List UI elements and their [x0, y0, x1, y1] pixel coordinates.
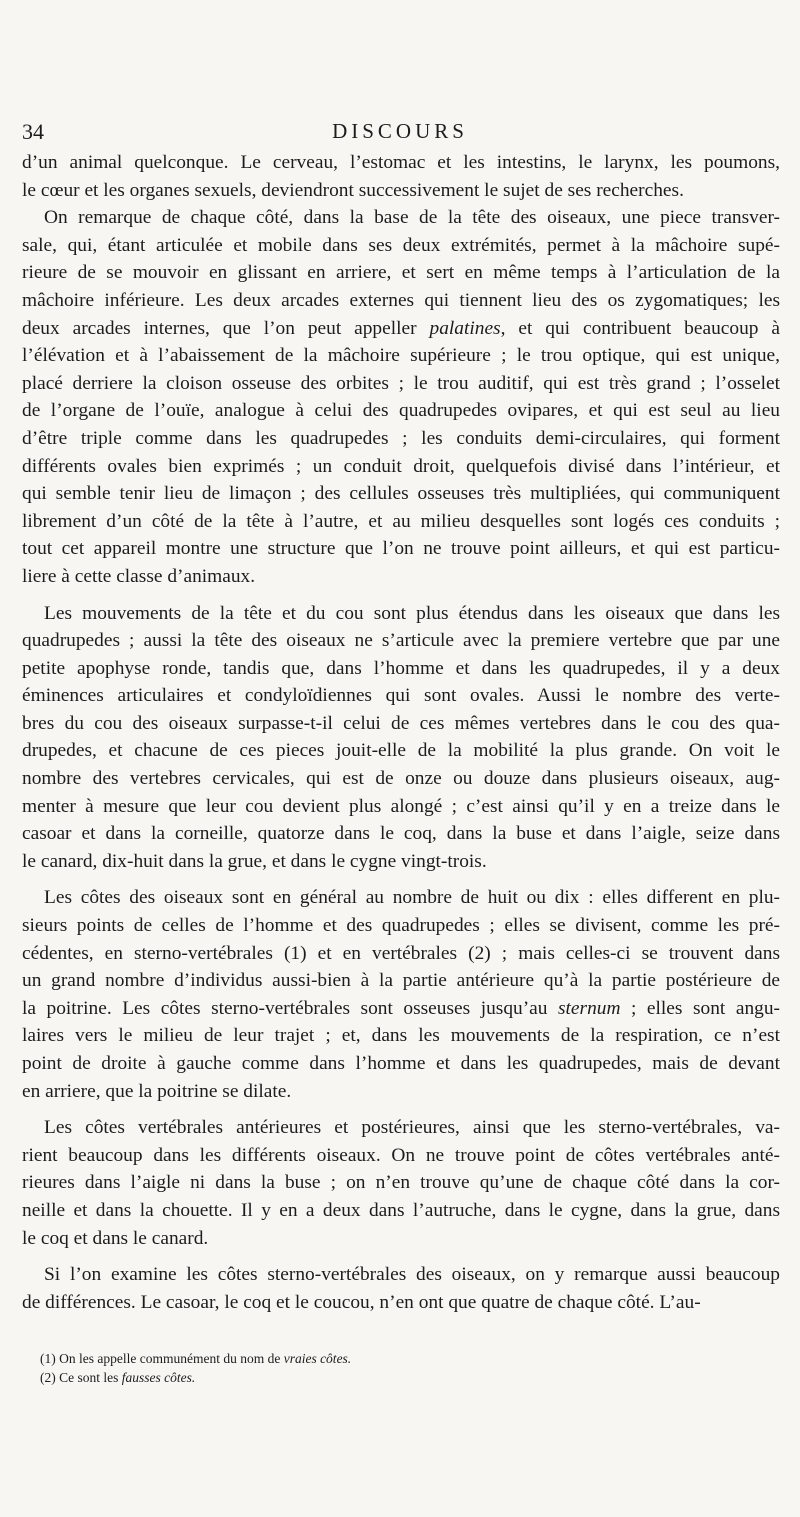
text-line: sieurs points de celles de l’homme et des quadrupedes ; elles se divisent, comme les pré- [22, 915, 780, 937]
text-line: neille et dans la chouette. Il y en a deux dans l’autruche, dans le cygne, dans la grue, dans [22, 1199, 780, 1221]
text-line: deux arcades internes, que l’on peut appeller palatines, et qui contribuent beaucoup à [22, 317, 780, 339]
text-line: rieures dans l’aigle ni dans la buse ; on n’en trouve qu’une de chaque côté dans la cor- [22, 1172, 780, 1194]
text-line: éminences articulaires et condyloïdiennes qui sont ovales. Aussi le nombre des verte- [22, 685, 780, 707]
footnote-italic: fausses côtes. [121, 1370, 196, 1385]
text-line: bres du cou des oiseaux surpasse-t-il celui de ces mêmes vertebres dans le cou des qua- [22, 712, 780, 734]
footnotes [40, 1349, 760, 1387]
text-line: Si l’on examine les côtes sterno-vertébrales des oiseaux, on y remarque aussi beaucoup [44, 1264, 780, 1286]
paragraph [22, 149, 780, 204]
text-line: drupedes, et chacune de ces pieces jouit-elle de la mobilité la plus grande. On voit le [22, 740, 780, 762]
text-line: le canard, dix-huit dans la grue, et dans le cygne vingt-trois. [22, 850, 487, 872]
text-line: mâchoire inférieure. Les deux arcades externes qui tiennent lieu des os zygomatiques; les [22, 289, 780, 311]
text-line: Les côtes vertébrales antérieures et postérieures, ainsi que les sterno-vertébrales, va- [44, 1117, 780, 1139]
footnote [40, 1349, 760, 1368]
text-line: rient beaucoup dans les différents oiseaux. On ne trouve point de côtes vertébrales anté- [22, 1144, 780, 1166]
text-line: sale, qui, étant articulée et mobile dans ses deux extrémités, permet à la mâchoire supé- [22, 234, 780, 256]
italic-term: sternum [558, 997, 621, 1019]
text-line: Les mouvements de la tête et du cou sont plus étendus dans les oiseaux que dans les [44, 602, 780, 624]
paragraph [22, 884, 780, 1105]
footnote-marker: (2) [40, 1370, 56, 1385]
text-line: de l’organe de l’ouïe, analogue à celui des quadrupedes ovipares, et qui est seul au lieu [22, 400, 780, 422]
paragraph [22, 600, 780, 876]
text-line: quadrupedes ; aussi la tête des oiseaux ne s’articule avec la premiere vertebre que par une [22, 630, 780, 652]
text-line: de différences. Le casoar, le coq et le coucou, n’en ont que quatre de chaque côté. L’au- [22, 1291, 701, 1313]
body-text [22, 149, 780, 1316]
text-line: placé derriere la cloison osseuse des orbites ; le trou auditif, qui est très grand ; l’osselet [22, 372, 780, 394]
text-line: le coq et dans le canard. [22, 1227, 209, 1249]
paragraph [22, 204, 780, 590]
text-line: nombre des vertebres cervicales, qui est de onze ou douze dans plusieurs oiseaux, aug- [22, 768, 780, 790]
text-line: petite apophyse ronde, tandis que, dans l’homme et dans les quadrupedes, il y a deux [22, 657, 780, 679]
italic-term: palatines [429, 317, 501, 339]
text-line: casoar et dans la corneille, quatorze dans le coq, dans la buse et dans l’aigle, seize dans [22, 823, 780, 845]
footnote-text: Ce sont les [59, 1370, 119, 1385]
footnote-marker: (1) [40, 1351, 56, 1366]
text-line: d’être triple comme dans les quadrupedes ; les conduits demi-circulaires, qui forment [22, 427, 780, 449]
text-line: d’un animal quelconque. Le cerveau, l’estomac et les intestins, le larynx, les poumons, [22, 152, 780, 173]
text-line: Les côtes des oiseaux sont en général au nombre de huit ou dix : elles different en plu- [44, 887, 780, 909]
text-line: laires vers le milieu de leur trajet ; et, dans les mouvements de la respiration, ce n’est [22, 1025, 780, 1047]
text-line: qui semble tenir lieu de limaçon ; des cellules osseuses très multipliées, qui communiquent [22, 483, 780, 505]
text-line: l’élévation et à l’abaissement de la mâchoire supérieure ; le trou optique, qui est unique, [22, 345, 780, 367]
page-header [22, 119, 778, 149]
text-line: point de droite à gauche comme dans l’homme et dans les quadrupedes, mais de devant [22, 1053, 780, 1074]
text-line: On remarque de chaque côté, dans la base de la tête des oiseaux, une piece transver- [44, 207, 780, 229]
text-line: liere à cette classe d’animaux. [22, 565, 256, 587]
text-line: en arriere, que la poitrine se dilate. [22, 1080, 292, 1102]
text-line: cédentes, en sterno-vertébrales (1) et en vertébrales (2) ; mais celles-ci se trouvent dans [22, 942, 780, 964]
text-line: librement d’un côté de la tête à l’autre, et au milieu desquelles sont logés ces conduits ; [22, 510, 780, 532]
text-line: menter à mesure que leur cou devient plus alongé ; c’est ainsi qu’il y en a treize dans le [22, 795, 780, 817]
text-line: un grand nombre d’individus aussi-bien à la partie antérieure qu’à la partie postérieure de [22, 970, 780, 992]
footnote [40, 1368, 760, 1387]
text-line: tout cet appareil montre une structure que l’on ne trouve point ailleurs, et qui est particu- [22, 538, 780, 560]
text-line: différents ovales bien exprimés ; un conduit droit, quelquefois divisé dans l’intérieur, et [22, 455, 780, 477]
paragraph [22, 1114, 780, 1252]
text-line: le cœur et les organes sexuels, deviendront successivement le sujet de ses recherches. [22, 179, 684, 201]
running-title: DISCOURS [332, 119, 468, 143]
footnote-italic: vraies côtes. [283, 1351, 352, 1366]
text-line: rieure de se mouvoir en glissant en arriere, et sert en même temps à l’articulation de la [22, 262, 780, 284]
footnote-text: On les appelle communément du nom de [59, 1351, 281, 1366]
text-line: la poitrine. Les côtes sterno-vertébrales sont osseuses jusqu’au sternum ; elles sont angu- [22, 997, 780, 1019]
paragraph [22, 1261, 780, 1316]
page-number: 34 [22, 119, 44, 144]
